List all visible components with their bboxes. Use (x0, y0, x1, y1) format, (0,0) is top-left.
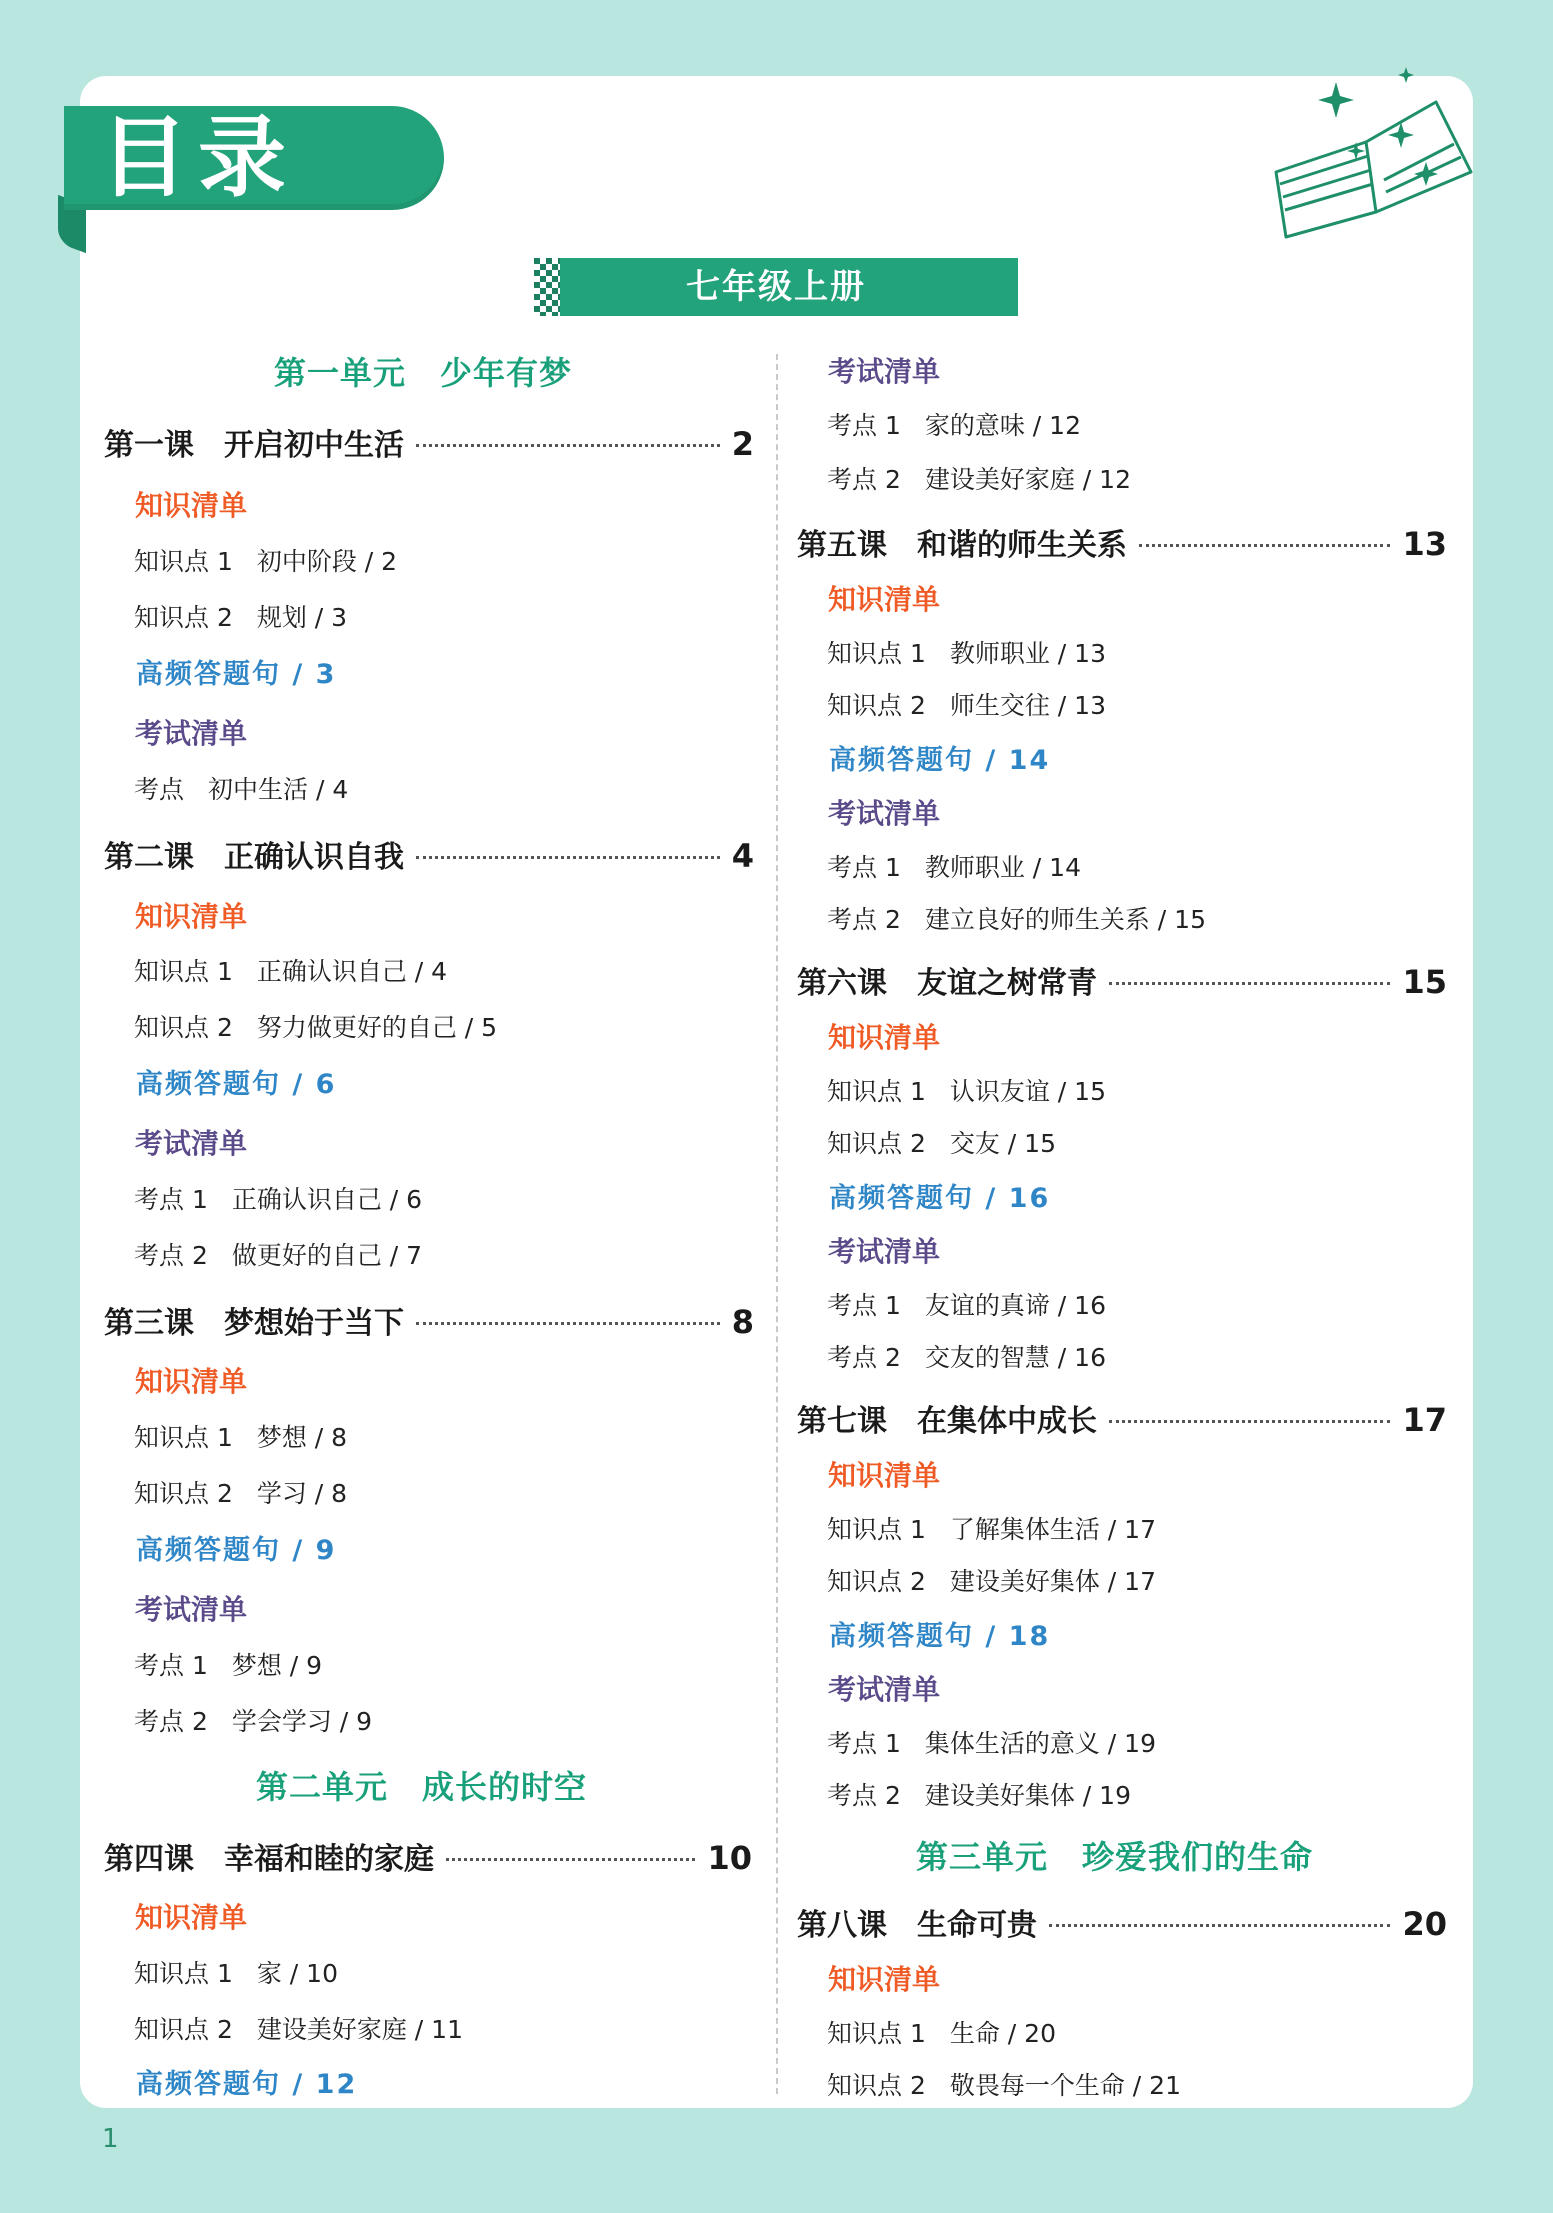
exam-point[interactable]: 考点 2 建设美好家庭 / 12 (827, 465, 1131, 494)
frequent-answers-link[interactable]: 高频答题句 / 9 (136, 1535, 337, 1566)
knowledge-list-heading: 知识清单 (135, 1901, 248, 1934)
unit-heading (916, 1832, 1313, 1878)
lesson-page: 13 (1402, 525, 1447, 563)
frequent-answers-link[interactable]: 高频答题句 / 6 (136, 1069, 337, 1100)
exam-point[interactable]: 考点 1 梦想 / 9 (134, 1651, 323, 1680)
leader-dots (446, 1858, 695, 1861)
exam-point[interactable]: 考点 初中生活 / 4 (134, 775, 349, 804)
knowledge-point[interactable]: 知识点 1 了解集体生活 / 17 (827, 1515, 1156, 1544)
frequent-answers-link[interactable]: 高频答题句 / 12 (136, 2069, 358, 2100)
exam-point[interactable]: 考点 2 建立良好的师生关系 / 15 (827, 905, 1206, 934)
knowledge-point[interactable]: 知识点 2 努力做更好的自己 / 5 (134, 1013, 498, 1042)
knowledge-point[interactable]: 知识点 1 家 / 10 (134, 1959, 338, 1988)
knowledge-point[interactable]: 知识点 1 认识友谊 / 15 (827, 1077, 1106, 1106)
leader-dots (1139, 544, 1390, 547)
knowledge-point[interactable]: 知识点 2 建设美好家庭 / 11 (134, 2015, 463, 2044)
open-book-icon (1256, 62, 1496, 242)
unit-title: 珍爱我们的生命 (1082, 1838, 1314, 1876)
lesson-number: 第八课 (797, 1908, 887, 1943)
lesson-page: 2 (731, 425, 754, 463)
exam-point[interactable]: 考点 2 交友的智慧 / 16 (827, 1343, 1106, 1372)
exam-list-heading: 考试清单 (828, 797, 941, 830)
knowledge-point[interactable]: 知识点 2 交友 / 15 (827, 1129, 1056, 1158)
knowledge-point[interactable]: 知识点 1 教师职业 / 13 (827, 639, 1106, 668)
knowledge-point[interactable]: 知识点 1 正确认识自己 / 4 (134, 957, 448, 986)
knowledge-point[interactable]: 知识点 2 规划 / 3 (134, 603, 348, 632)
exam-point[interactable]: 考点 1 家的意味 / 12 (827, 411, 1081, 440)
exam-point[interactable]: 考点 1 正确认识自己 / 6 (134, 1185, 423, 1214)
lesson-page: 8 (731, 1303, 754, 1341)
lesson-number: 第一课 (104, 428, 194, 463)
knowledge-point[interactable]: 知识点 1 初中阶段 / 2 (134, 547, 398, 576)
exam-list-heading: 考试清单 (828, 1673, 941, 1706)
knowledge-list-heading: 知识清单 (828, 1459, 941, 1492)
knowledge-point[interactable]: 知识点 1 生命 / 20 (827, 2019, 1056, 2048)
lesson-number: 第五课 (797, 528, 887, 563)
page-title: 目录 (100, 106, 297, 209)
lesson-number: 第二课 (104, 840, 194, 875)
lesson-page: 10 (707, 1839, 752, 1877)
exam-point[interactable]: 考点 2 学会学习 / 9 (134, 1707, 373, 1736)
exam-point[interactable]: 考点 1 教师职业 / 14 (827, 853, 1081, 882)
exam-point[interactable]: 考点 1 友谊的真谛 / 16 (827, 1291, 1106, 1320)
volume-banner: 七年级上册 (534, 258, 1018, 316)
frequent-answers-link[interactable]: 高频答题句 / 3 (136, 659, 337, 690)
knowledge-list-heading: 知识清单 (135, 900, 248, 933)
unit-title: 少年有梦 (440, 354, 573, 392)
lesson-page: 20 (1402, 1905, 1447, 1943)
knowledge-list-heading: 知识清单 (135, 489, 248, 522)
knowledge-point[interactable]: 知识点 2 敬畏每一个生命 / 21 (827, 2071, 1181, 2100)
knowledge-point[interactable]: 知识点 2 学习 / 8 (134, 1479, 348, 1508)
leader-dots (1049, 1924, 1390, 1927)
unit-heading (274, 348, 572, 394)
lesson-number: 第四课 (104, 1842, 194, 1877)
frequent-answers-link[interactable]: 高频答题句 / 16 (829, 1183, 1051, 1214)
lesson-title: 开启初中生活 (224, 428, 404, 463)
unit-title: 成长的时空 (422, 1768, 588, 1806)
leader-dots (1109, 1420, 1390, 1423)
page-number: 1 (102, 2124, 119, 2154)
unit-number: 第一单元 (274, 354, 407, 392)
lesson-entry[interactable] (104, 420, 754, 464)
lesson-page: 4 (731, 837, 754, 875)
lesson-title: 正确认识自我 (224, 840, 404, 875)
lesson-entry[interactable] (104, 832, 754, 876)
lesson-entry[interactable] (104, 1834, 752, 1878)
unit-heading (256, 1762, 587, 1808)
knowledge-list-heading: 知识清单 (828, 583, 941, 616)
knowledge-point[interactable]: 知识点 2 师生交往 / 13 (827, 691, 1106, 720)
knowledge-point[interactable]: 知识点 2 建设美好集体 / 17 (827, 1567, 1156, 1596)
knowledge-list-heading: 知识清单 (135, 1365, 248, 1398)
leader-dots (416, 856, 720, 859)
lesson-title: 幸福和睦的家庭 (224, 1842, 434, 1877)
exam-list-heading: 考试清单 (828, 1235, 941, 1268)
exam-point[interactable]: 考点 2 做更好的自己 / 7 (134, 1241, 423, 1270)
exam-list-heading: 考试清单 (135, 717, 248, 750)
lesson-entry[interactable] (797, 1900, 1447, 1944)
exam-list-heading: 考试清单 (135, 1593, 248, 1626)
frequent-answers-link[interactable]: 高频答题句 / 18 (829, 1621, 1051, 1652)
lesson-title: 梦想始于当下 (224, 1306, 404, 1341)
leader-dots (416, 444, 720, 447)
lesson-title: 友谊之树常青 (917, 966, 1097, 1001)
knowledge-list-heading: 知识清单 (828, 1021, 941, 1054)
lesson-number: 第六课 (797, 966, 887, 1001)
unit-number: 第二单元 (256, 1768, 389, 1806)
lesson-entry[interactable] (797, 958, 1447, 1002)
knowledge-list-heading: 知识清单 (828, 1963, 941, 1996)
lesson-entry[interactable] (797, 1396, 1447, 1440)
column-divider (776, 354, 778, 2094)
lesson-page: 17 (1402, 1401, 1447, 1439)
lesson-entry[interactable] (104, 1298, 754, 1342)
lesson-title: 和谐的师生关系 (917, 528, 1127, 563)
lesson-entry[interactable] (797, 520, 1447, 564)
knowledge-point[interactable]: 知识点 1 梦想 / 8 (134, 1423, 348, 1452)
unit-number: 第三单元 (916, 1838, 1049, 1876)
exam-point[interactable]: 考点 1 集体生活的意义 / 19 (827, 1729, 1156, 1758)
exam-list-heading: 考试清单 (135, 1127, 248, 1160)
leader-dots (1109, 982, 1390, 985)
lesson-title: 在集体中成长 (917, 1404, 1097, 1439)
frequent-answers-link[interactable]: 高频答题句 / 14 (829, 745, 1051, 776)
exam-list-heading: 考试清单 (828, 355, 941, 388)
lesson-number: 第三课 (104, 1306, 194, 1341)
lesson-number: 第七课 (797, 1404, 887, 1439)
leader-dots (416, 1322, 720, 1325)
volume-banner-checker (534, 258, 560, 316)
lesson-page: 15 (1402, 963, 1447, 1001)
lesson-title: 生命可贵 (917, 1908, 1037, 1943)
exam-point[interactable]: 考点 2 建设美好集体 / 19 (827, 1781, 1131, 1810)
